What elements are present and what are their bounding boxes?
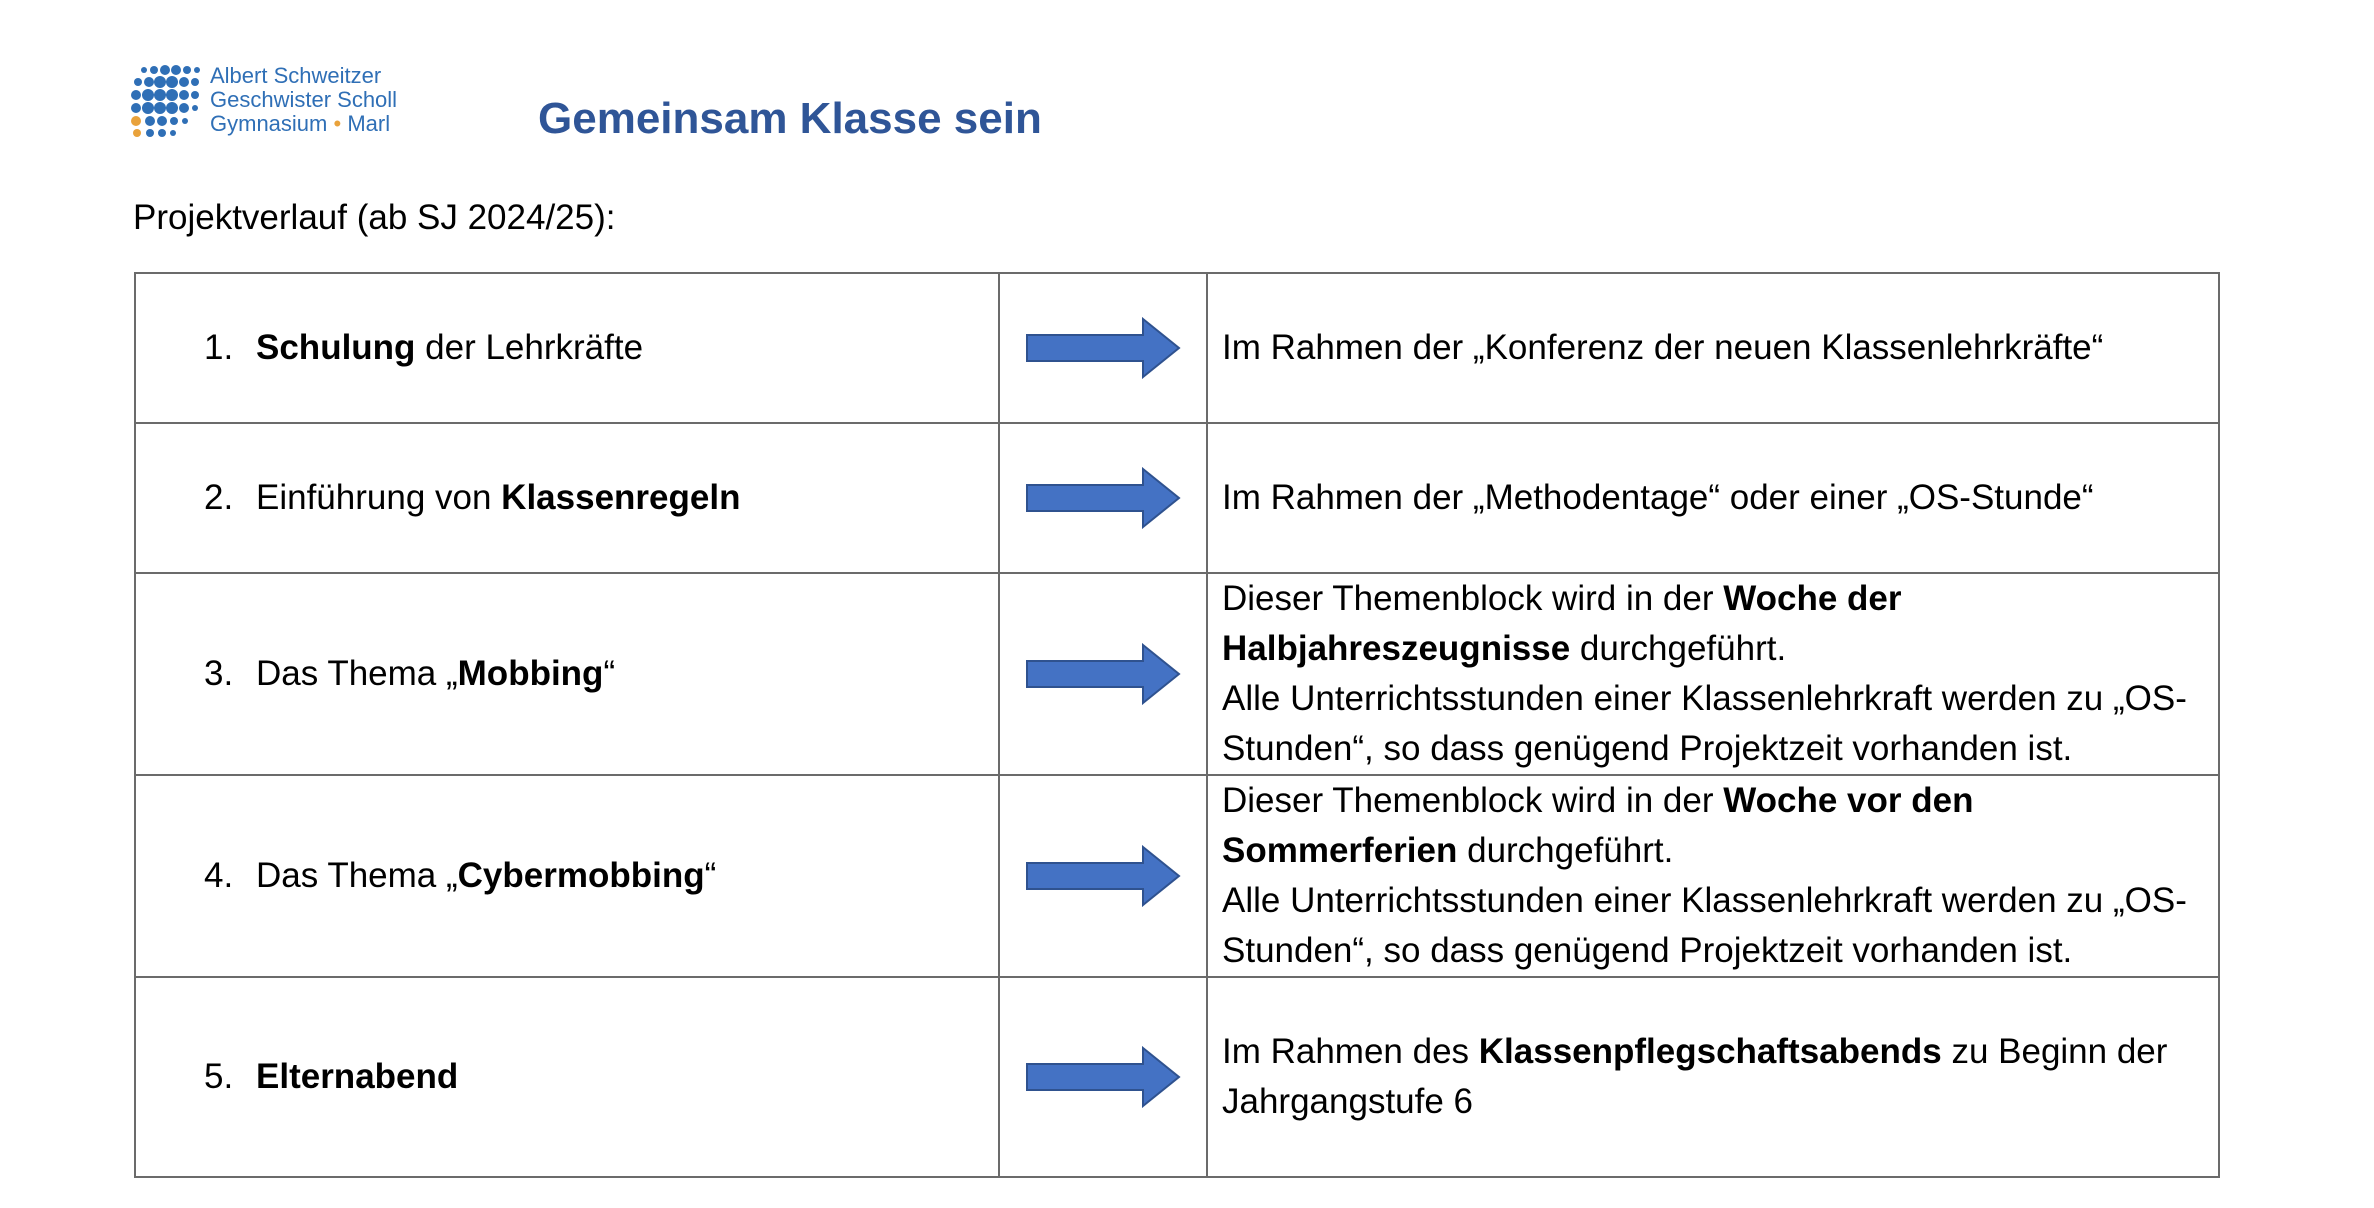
page-title: Gemeinsam Klasse sein <box>538 94 1042 143</box>
arrow-cell <box>999 273 1207 423</box>
logo-line-2: Geschwister Scholl <box>210 87 398 112</box>
step-label <box>256 851 716 901</box>
right-arrow-icon <box>1025 845 1181 907</box>
desc-before: Im Rahmen des <box>1222 1032 1479 1071</box>
desc-bold: Klassenpflegschaftsabends <box>1478 1032 1942 1071</box>
project-table <box>134 272 2220 1178</box>
logo-separator: • <box>333 111 342 136</box>
step-cell <box>135 423 999 573</box>
arrow-cell <box>999 977 1207 1177</box>
right-arrow-icon <box>1025 317 1181 379</box>
right-arrow-icon <box>1025 643 1181 705</box>
description-cell <box>1207 775 2219 977</box>
description-cell <box>1207 423 2219 573</box>
project-subtitle: Projektverlauf (ab SJ 2024/25): <box>133 198 616 237</box>
table-row <box>135 775 2219 977</box>
step-number: 1. <box>204 328 234 367</box>
step-label <box>256 1052 458 1102</box>
step-description: Im Rahmen der „Konferenz der neuen Klassenlehrkräfte“ <box>1222 328 2104 367</box>
step-description <box>1222 574 2218 674</box>
desc-bold: Woche vor den Sommerferien <box>1222 781 1974 870</box>
step-label-bold: Klassenregeln <box>501 478 741 517</box>
logo-line-3-b: Marl <box>347 111 391 136</box>
desc-after: durchgeführt. <box>1457 831 1674 870</box>
desc-before: Dieser Themenblock wird in der <box>1222 579 1724 618</box>
desc-before: Dieser Themenblock wird in der <box>1222 781 1724 820</box>
step-label-bold: Mobbing <box>457 654 604 693</box>
table-row <box>135 423 2219 573</box>
step-label <box>256 649 615 699</box>
logo-line-1: Albert Schweitzer <box>210 63 382 88</box>
step-label-bold: Schulung <box>256 328 416 367</box>
table-row <box>135 977 2219 1177</box>
step-label <box>256 323 643 373</box>
desc-bold: Woche der Halbjahreszeugnisse <box>1222 579 1902 668</box>
step-description: Im Rahmen der „Methodentage“ oder einer „OS-Stunde“ <box>1222 478 2094 517</box>
step-cell <box>135 273 999 423</box>
logo-dots-icon <box>130 64 202 142</box>
step-cell <box>135 775 999 977</box>
step-description-line-2: Alle Unterrichtsstunden einer Klassenlehrkraft werden zu „OS-Stunden“, so dass genügend Projektzeit vorhanden ist. <box>1222 881 2187 970</box>
step-label-after: “ <box>704 856 717 895</box>
step-number: 3. <box>204 654 234 693</box>
logo-line-3-a: Gymnasium <box>210 111 328 136</box>
step-number: 2. <box>204 478 234 517</box>
description-cell <box>1207 977 2219 1177</box>
right-arrow-icon <box>1025 467 1181 529</box>
step-cell <box>135 977 999 1177</box>
step-label-before: Das Thema „ <box>256 654 458 693</box>
step-description <box>1222 776 2218 876</box>
step-description-line-2: Alle Unterrichtsstunden einer Klassenlehrkraft werden zu „OS-Stunden“, so dass genügend Projektzeit vorhanden ist. <box>1222 679 2187 768</box>
step-number: 4. <box>204 856 234 895</box>
arrow-cell <box>999 423 1207 573</box>
table-row <box>135 573 2219 775</box>
step-number: 5. <box>204 1057 234 1096</box>
step-description <box>1222 1027 2218 1127</box>
step-label-before: Einführung von <box>256 478 502 517</box>
logo-text <box>210 64 397 136</box>
step-cell <box>135 573 999 775</box>
logo-line-3 <box>210 112 397 136</box>
desc-after: zu Beginn der Jahrgangstufe 6 <box>1222 1032 2168 1121</box>
step-label-after: “ <box>603 654 616 693</box>
description-cell <box>1207 273 2219 423</box>
desc-after: durchgeführt. <box>1570 629 1787 668</box>
step-label-before: Das Thema „ <box>256 856 458 895</box>
step-label-after: der Lehrkräfte <box>415 328 644 367</box>
table-row <box>135 273 2219 423</box>
arrow-cell <box>999 775 1207 977</box>
school-logo <box>130 64 450 144</box>
step-label <box>256 473 740 523</box>
right-arrow-icon <box>1025 1046 1181 1108</box>
step-label-bold: Elternabend <box>256 1057 459 1096</box>
step-label-bold: Cybermobbing <box>457 856 705 895</box>
description-cell <box>1207 573 2219 775</box>
arrow-cell <box>999 573 1207 775</box>
